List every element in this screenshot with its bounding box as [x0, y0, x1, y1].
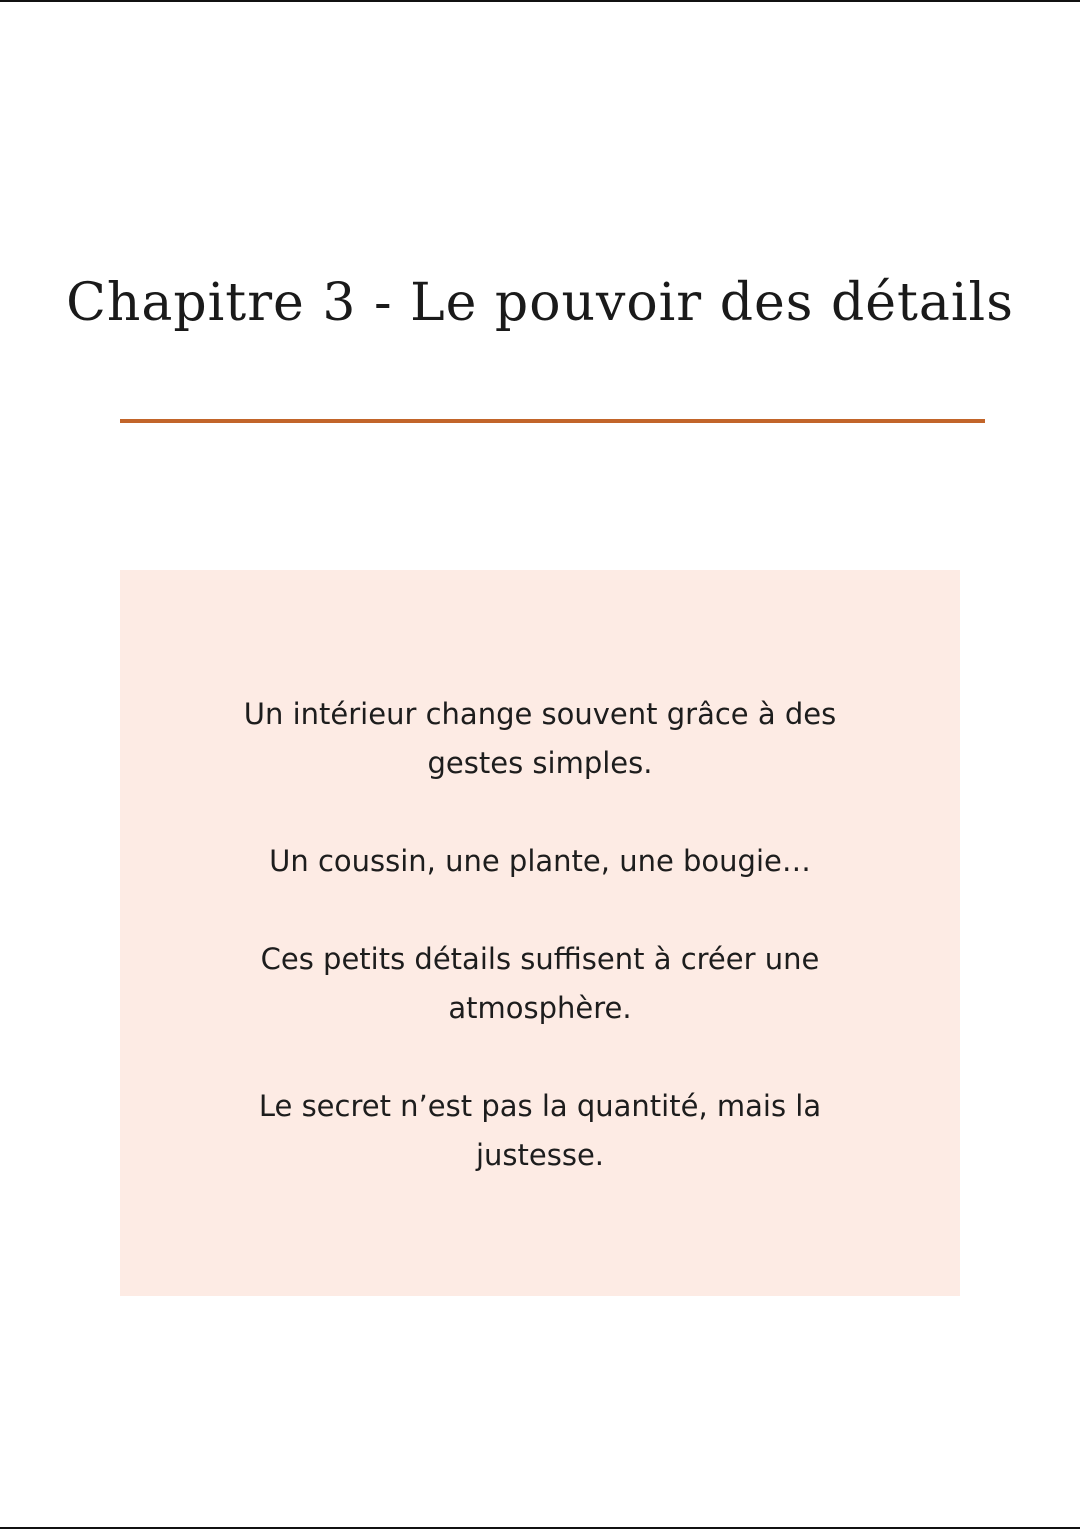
content-box [120, 570, 960, 1296]
paragraph-4: Le secret n’est pas la quantité, mais la justesse. [258, 1089, 822, 1172]
content-text [120, 690, 960, 1180]
page-border-bottom [0, 1527, 1080, 1529]
paragraph-2: Un coussin, une plante, une bougie… [269, 844, 811, 878]
chapter-title: Chapitre 3 - Le pouvoir des détails [66, 272, 1014, 333]
title-divider [120, 419, 985, 423]
paragraph-3: Ces petits détails suffisent à créer une atmosphère. [260, 942, 820, 1025]
page-border-top [0, 0, 1080, 2]
paragraph-1: Un intérieur change souvent grâce à des gestes simples. [243, 697, 837, 780]
